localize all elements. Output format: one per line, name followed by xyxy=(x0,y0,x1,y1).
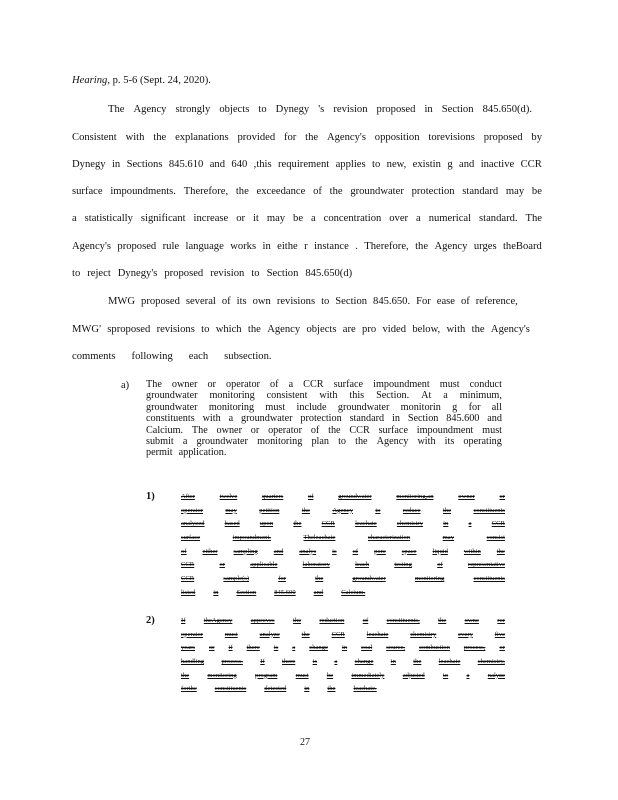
paragraph-line: Dynegy in Sections 845.610 and 640 ,this requirement applies to new, existin g and inactive CCR xyxy=(72,159,542,170)
item2-struck-text xyxy=(181,614,505,696)
subsection-a-line: groundwater monitoring must include groundwater monitorin g for all xyxy=(146,401,502,413)
subsection-a-line: constituents with a groundwater protection standard in Section 845.600 and xyxy=(146,413,502,425)
item1-label: 1) xyxy=(146,491,155,502)
paragraph-line: to reject Dynegy's proposed revision to Section 845.650(d) xyxy=(72,268,353,279)
subsection-a-line: permit application. xyxy=(146,447,227,459)
struck-line: operator must analyze the CCR leachate chemistry every five xyxy=(181,630,505,638)
struck-line: forthe constituents detected in the leachate. xyxy=(181,685,377,693)
citation-rest: , p. 5-6 (Sept. 24, 2020). xyxy=(107,75,211,86)
struck-line: CCR sample(s) for the groundwater monitoring constituents xyxy=(181,575,505,583)
citation-italic: Hearing xyxy=(72,75,108,86)
struck-line: surface impoundment. Theleachate characterization may consist xyxy=(181,534,505,542)
paragraph-line: a statistically significant increase or it may be a concentration over a numerical standard. The xyxy=(72,213,542,224)
item2-label: 2) xyxy=(146,615,155,626)
subsection-a-line: groundwater monitoring consistent with this Section. At a minimum, xyxy=(146,390,502,402)
struck-line: After twelve quarters of groundwater monitoring,an owner or xyxy=(181,493,505,500)
page-number: 27 xyxy=(300,737,310,748)
struck-line: of either sampling and analys is of pore space liquid within the xyxy=(181,547,505,555)
struck-line: analyzed based upon the CCR leachate chemistry in a CCR xyxy=(181,520,505,528)
paragraph-line: comments following each subsection. xyxy=(72,351,272,362)
paragraph-line: Consistent with the explanations provided for the Agency's opposition torevisions proposed by xyxy=(72,132,542,143)
paragraph-line: surface impoundments. Therefore, the exceedance of the groundwater protection standard may be xyxy=(72,186,542,197)
subsection-a-line: The owner or operator of a CCR surface impoundment must conduct xyxy=(146,379,502,390)
subsection-a-text xyxy=(146,379,502,459)
struck-line: If theAgency approves the reduction of constituents, the owne ror xyxy=(181,617,505,624)
paragraph-line: MWG proposed several of its own revisions to Section 845.650. For ease of reference, xyxy=(108,296,518,307)
struck-line: handling process. If there is a change in the leachate chemistry, xyxy=(181,658,505,666)
paragraph-line: Agency's proposed rule language works in eithe r instance . Therefore, the Agency urges theBoard xyxy=(72,241,542,252)
item1-struck-text xyxy=(181,490,505,600)
struck-line: the monitoring program must be immediately adjusted to a nalyze xyxy=(181,671,505,679)
struck-line: years or if there is a change in coal source, combustion process, or xyxy=(181,644,505,652)
hearing-citation xyxy=(72,74,211,87)
paragraph-line: MWG' sproposed revisions to which the Agency objects are pro vided below, with the Agency's xyxy=(72,324,530,335)
subsection-a-line: submit a groundwater monitoring plan to the Agency with its operating xyxy=(146,435,502,447)
struck-line: operator may petition the Agency to reduce the constituents xyxy=(181,506,505,514)
struck-line: CCR or applicable laboratory leach testing of representative xyxy=(181,561,505,569)
struck-line: listed in Section 845.600 and Calcium. xyxy=(181,588,366,596)
subsection-a-line: Calcium. The owner or operator of the CCR surface impoundment must xyxy=(146,424,502,436)
subsection-a-label: a) xyxy=(121,380,130,391)
paragraph-line: The Agency strongly objects to Dynegy 's revision proposed in Section 845.650(d). xyxy=(108,104,532,115)
